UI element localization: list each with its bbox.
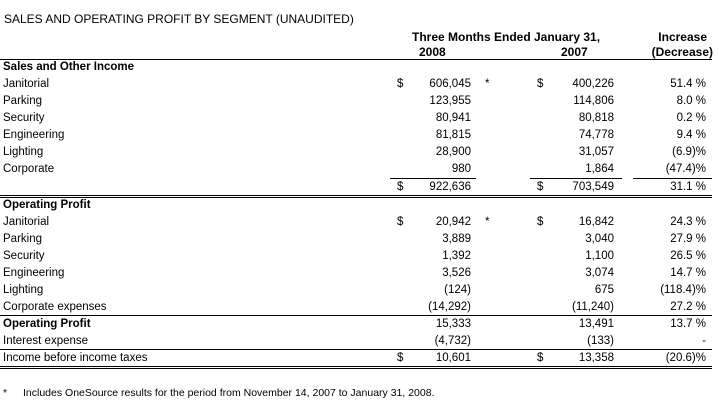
value-2008: 3,889 — [442, 233, 471, 245]
sales-row — [0, 161, 712, 178]
dollar-sign-2007: $ — [537, 216, 544, 228]
value-2008: (4,732) — [434, 335, 471, 347]
row-label: Security — [3, 112, 45, 124]
value-2008: 922,636 — [429, 181, 471, 193]
increase-percent: 13.7 % — [670, 318, 706, 330]
value-2008: 123,955 — [429, 95, 471, 107]
value-2007: 400,226 — [572, 78, 614, 90]
increase-percent: 26.5 % — [670, 250, 706, 262]
increase-percent: 8.0 % — [676, 95, 706, 107]
row-label: Parking — [3, 233, 42, 245]
increase-percent: 51.4 % — [670, 78, 706, 90]
dollar-sign-2008: $ — [397, 352, 404, 364]
sales-total-rule-a — [0, 195, 712, 196]
increase-percent: 27.9 % — [670, 233, 706, 245]
increase-percent: 27.2 % — [670, 301, 706, 313]
dollar-sign-2007: $ — [537, 352, 544, 364]
profit-row — [0, 248, 712, 265]
value-2007: 13,491 — [578, 318, 614, 330]
profit-heading: Operating Profit — [3, 199, 91, 211]
operating-profit-row — [0, 316, 712, 333]
profit-row — [0, 231, 712, 248]
increase-percent: 9.4 % — [676, 129, 706, 141]
profit-row — [0, 265, 712, 282]
interest-expense-row — [0, 333, 712, 350]
value-2007: 3,074 — [585, 267, 614, 279]
row-label: Engineering — [3, 267, 65, 279]
value-2007: 13,358 — [578, 352, 614, 364]
value-2007: 675 — [594, 284, 614, 296]
value-2008: 606,045 — [429, 78, 471, 90]
value-2008: 80,941 — [435, 112, 471, 124]
value-2007: 703,549 — [572, 181, 614, 193]
value-2007: 31,057 — [578, 146, 614, 158]
income-before-taxes-row — [0, 350, 712, 367]
value-2007: 74,778 — [578, 129, 614, 141]
row-label: Corporate expenses — [3, 301, 107, 313]
value-2007: 3,040 — [585, 233, 614, 245]
value-2008: 3,526 — [442, 267, 471, 279]
increase-percent: 24.3 % — [670, 216, 706, 228]
increase-percent: (6.9)% — [672, 146, 706, 158]
value-2007: 1,100 — [585, 250, 614, 262]
value-2007: (133) — [587, 335, 614, 347]
sales-total-row — [0, 179, 712, 196]
sales-row — [0, 127, 712, 144]
value-2008: 81,815 — [435, 129, 471, 141]
decrease-header: (Decrease) — [651, 45, 713, 59]
value-2008: 10,601 — [435, 352, 471, 364]
footnote — [3, 386, 434, 400]
dollar-sign-2008: $ — [397, 181, 404, 193]
value-2007: (11,240) — [572, 301, 614, 313]
row-label: Operating Profit — [3, 318, 91, 330]
year-2008-header: 2008 — [419, 45, 446, 59]
increase-percent: (47.4)% — [665, 163, 706, 175]
value-2007: 1,864 — [585, 163, 614, 175]
footnote-marker: * — [3, 387, 8, 399]
value-2008: 20,942 — [435, 216, 471, 228]
increase-percent: (118.4)% — [660, 284, 706, 296]
sales-row — [0, 76, 712, 93]
value-2007: 80,818 — [578, 112, 614, 124]
row-label: Income before income taxes — [3, 352, 148, 364]
year-2007-header: 2007 — [561, 45, 588, 59]
row-label: Engineering — [3, 129, 65, 141]
income-bottom-rule-a — [0, 366, 712, 367]
row-label: Parking — [3, 95, 42, 107]
row-label: Corporate — [3, 163, 55, 175]
report-title: SALES AND OPERATING PROFIT BY SEGMENT (UNAUDITED) — [4, 12, 354, 26]
row-label: Interest expense — [3, 335, 89, 347]
footnote-text: Includes OneSource results for the period from November 14, 2007 to January 31, 2008. — [23, 387, 435, 399]
footnote-star: * — [485, 78, 490, 90]
value-2008: 980 — [451, 163, 471, 175]
value-2007: 114,806 — [573, 95, 614, 107]
row-label: Security — [3, 250, 45, 262]
value-2008: 28,900 — [435, 146, 471, 158]
profit-heading-row — [0, 197, 712, 214]
increase-percent: 31.1 % — [670, 181, 706, 193]
value-2007: 16,842 — [578, 216, 614, 228]
income-bottom-rule-b — [0, 368, 712, 369]
row-label: Janitorial — [3, 216, 50, 228]
increase-header: Increase — [658, 30, 707, 44]
profit-row — [0, 214, 712, 231]
increase-percent: - — [702, 335, 706, 347]
sales-row — [0, 93, 712, 110]
profit-row — [0, 282, 712, 299]
value-2008: (124) — [444, 284, 471, 296]
footnote-star: * — [485, 216, 490, 228]
period-header: Three Months Ended January 31, — [412, 30, 601, 44]
row-label: Lighting — [3, 146, 44, 158]
sales-row — [0, 110, 712, 127]
sales-row — [0, 144, 712, 161]
increase-percent: 14.7 % — [670, 267, 706, 279]
dollar-sign-2007: $ — [537, 78, 544, 90]
dollar-sign-2007: $ — [537, 181, 544, 193]
dollar-sign-2008: $ — [397, 216, 404, 228]
increase-percent: (20.6)% — [665, 352, 706, 364]
dollar-sign-2008: $ — [397, 78, 404, 90]
sales-heading: Sales and Other Income — [3, 61, 135, 73]
sales-heading-row — [0, 59, 712, 76]
value-2008: (14,292) — [428, 301, 471, 313]
row-label: Janitorial — [3, 78, 50, 90]
value-2008: 15,333 — [435, 318, 471, 330]
profit-row — [0, 299, 712, 316]
value-2008: 1,392 — [442, 250, 471, 262]
increase-percent: 0.2 % — [676, 112, 706, 124]
row-label: Lighting — [3, 284, 44, 296]
